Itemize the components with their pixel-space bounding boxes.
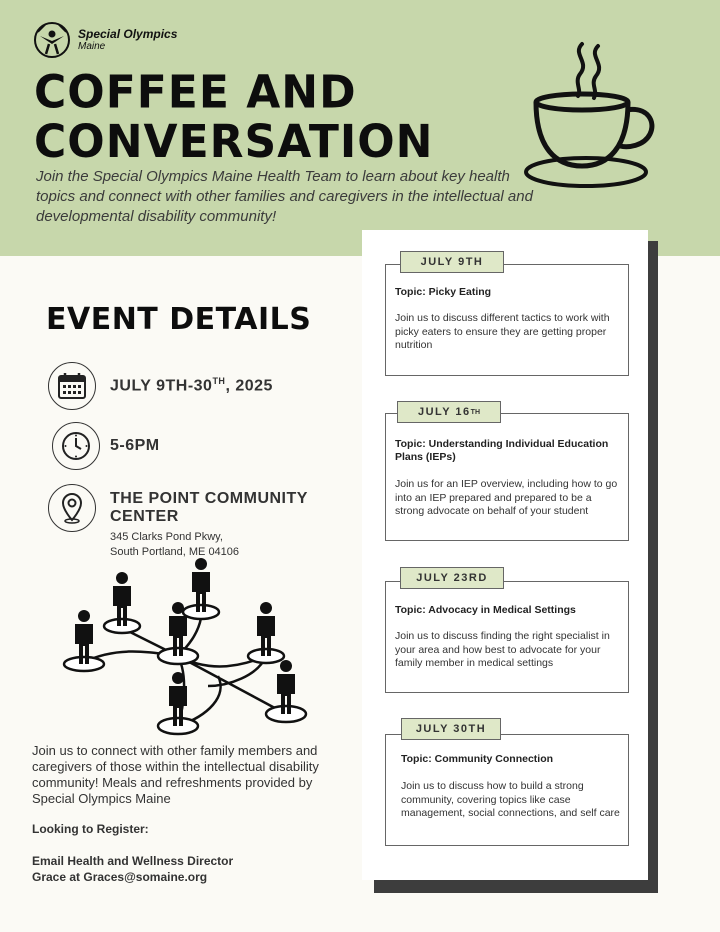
- clock-icon: [52, 422, 100, 470]
- session-description: Join us to discuss how to build a strong community, covering topics like case management, social connections, and self care: [401, 780, 620, 819]
- intro-text: Join the Special Olympics Maine Health Team to learn about key health topics and connect with other families and caregivers in the intellectual and developmental disability community!: [36, 168, 533, 225]
- page-title: [34, 66, 514, 169]
- title-line-2: CONVERSATION: [34, 115, 434, 169]
- session-date: JULY 16: [417, 406, 471, 418]
- session-date: JULY 23RD: [416, 572, 488, 584]
- session-date-sup: TH: [470, 408, 481, 416]
- contact-line-2: Grace at Graces@somaine.org: [32, 870, 208, 884]
- location-pin-icon: [48, 484, 96, 532]
- register-label: Looking to Register:: [32, 822, 149, 836]
- event-details-heading: EVENT DETAILS: [46, 302, 312, 337]
- venue-line-1: THE POINT COMMUNITY: [110, 490, 308, 507]
- event-time: 5-6PM: [110, 437, 160, 454]
- calendar-icon: [48, 362, 96, 410]
- session-description: Join us for an IEP overview, including how to go into an IEP prepared and prepared to be a strong advocate on behalf of your student: [395, 478, 618, 517]
- session-card: [385, 581, 629, 693]
- event-date-main: JULY 9TH-30: [110, 377, 213, 395]
- session-description: Join us to discuss different tactics to work with picky eaters to ensure they are getting proper nutrition: [395, 312, 610, 351]
- session-card: [385, 734, 629, 846]
- people-network-illustration: [58, 556, 320, 738]
- join-text: Join us to connect with other family members and caregivers of those within the intellectual disability community! Meals and refreshments provided by Special Olympics Maine: [32, 743, 319, 806]
- session-topic: Topic: Community Connection: [401, 753, 554, 765]
- session-date: JULY 30TH: [415, 723, 487, 735]
- session-topic: Topic: Understanding Individual Education Plans (IEPs): [395, 438, 609, 463]
- title-line-1: COFFEE AND: [34, 66, 357, 120]
- logo-org: Special Olympics: [78, 26, 178, 41]
- session-topic: Topic: Advocacy in Medical Settings: [395, 604, 576, 616]
- session-date-tab: [401, 718, 501, 740]
- logo-region: Maine: [78, 40, 106, 52]
- event-date-sup: TH: [212, 376, 226, 386]
- session-date-tab: [397, 401, 501, 423]
- address-line-1: 345 Clarks Pond Pkwy,: [110, 531, 223, 543]
- session-card: [385, 413, 629, 541]
- event-date-year: , 2025: [225, 377, 273, 395]
- contact-line-1: Email Health and Wellness Director: [32, 854, 234, 868]
- session-date: JULY 9TH: [420, 256, 484, 268]
- register-contact: [32, 853, 233, 885]
- session-date-tab: [400, 567, 504, 589]
- coffee-cup-icon: [520, 40, 660, 192]
- session-date-tab: [400, 251, 504, 273]
- logo: [32, 20, 177, 60]
- venue-line-2: CENTER: [110, 508, 179, 525]
- special-olympics-logo-icon: [32, 20, 72, 60]
- address-line-2: South Portland, ME 04106: [110, 546, 240, 558]
- event-venue: [110, 490, 308, 526]
- session-description: Join us to discuss finding the right specialist in your area and how best to advocate for your family member in medical settings: [395, 630, 610, 669]
- event-date: [110, 376, 273, 395]
- session-card: [385, 264, 629, 376]
- session-topic: Topic: Picky Eating: [395, 286, 492, 298]
